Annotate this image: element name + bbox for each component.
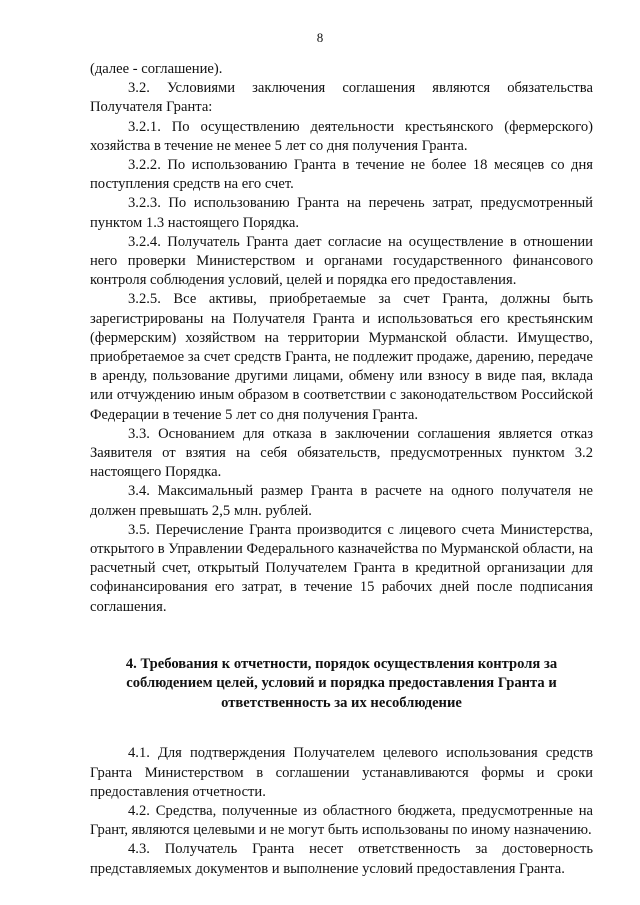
paragraph: 4.1. Для подтверждения Получателем целевого использования средств Гранта Министерством в соглашении устанавливаются формы и сроки предоставления отчетности.: [90, 745, 593, 800]
paragraphs-after-heading: [90, 744, 593, 878]
section-heading-line-3: ответственность за их несоблюдение: [221, 694, 462, 711]
paragraph: 3.2.2. По использованию Гранта в течение не более 18 месяцев со дня поступления средств на его счет.: [90, 157, 593, 193]
document-body: [90, 60, 593, 879]
page-number: 8: [316, 30, 324, 45]
paragraph: 3.2.4. Получатель Гранта дает согласие на осуществление в отношении него проверки Министерством и органами государственного финансового контроля соблюдения условий, целей и порядка его предоставления.: [90, 233, 593, 289]
paragraph: 4.3. Получатель Гранта несет ответственность за достоверность представляемых документов и выполнение условий предоставления Гранта.: [90, 841, 593, 877]
paragraph: 3.2. Условиями заключения соглашения являются обязательства Получателя Гранта:: [90, 80, 593, 116]
paragraph: 3.5. Перечисление Гранта производится с лицевого счета Министерства, открытого в Управлении Федерального казначейства по Мурманской области, на расчетный счет, открытый Получателем Гранта в кредитной организации для софинансирования его затрат, в течение 15 рабочих дней после подписания соглашения.: [90, 521, 593, 615]
paragraph: 3.2.5. Все активы, приобретаемые за счет Гранта, должны быть зарегистрированы на Получателя Гранта и использоваться его крестьянским (фермерским) хозяйством на территории Мурманской области. Имущество, приобретаемое за счет средств Гранта, не подлежит продаже, дарению, передаче в аренду, пользование другими лицами, обмену или взносу в виде пая, вклада или отчуждению иным образом в соответствии с законодательством Российской Федерации в течение 5 лет со дня получения Гранта.: [90, 291, 593, 423]
paragraphs-before-heading: [90, 60, 593, 617]
section-heading-line-1: 4. Требования к отчетности, порядок осуществления контроля за: [125, 655, 558, 672]
paragraph: 3.2.3. По использованию Гранта на перечень затрат, предусмотренный пунктом 1.3 настоящего Порядка.: [90, 195, 593, 231]
section-heading: [90, 655, 593, 714]
paragraph: 3.3. Основанием для отказа в заключении соглашения является отказ Заявителя от взятия на себя обязательств, предусмотренных пунктом 3.2 настоящего Порядка.: [90, 425, 593, 481]
section-heading-line-2: соблюдением целей, условий и порядка предоставления Гранта и: [126, 675, 557, 692]
paragraph: 3.2.1. По осуществлению деятельности крестьянского (фермерского) хозяйства в течение не менее 5 лет со дня получения Гранта.: [90, 118, 593, 154]
paragraph: (далее - соглашение).: [90, 61, 223, 77]
paragraph: 3.4. Максимальный размер Гранта в расчете на одного получателя не должен превышать 2,5 млн. рублей.: [90, 483, 593, 519]
paragraph: 4.2. Средства, полученные из областного бюджета, предусмотренные на Грант, являются целевыми и не могут быть использованы по иному назначению.: [90, 803, 593, 839]
